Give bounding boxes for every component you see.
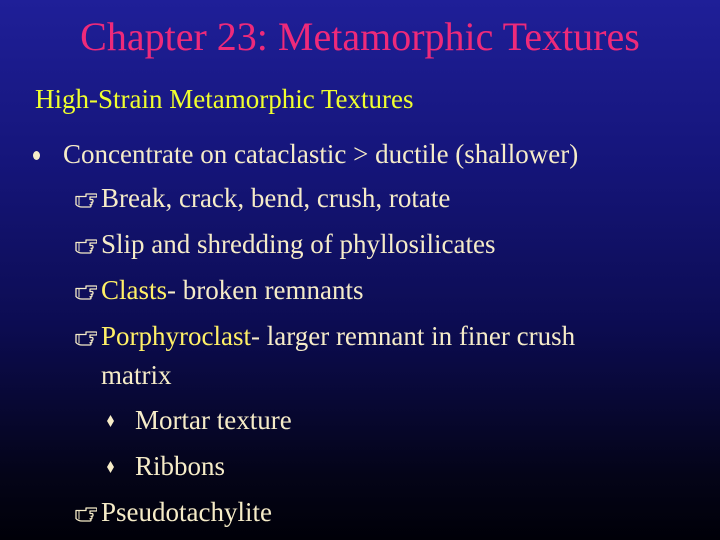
main-bullet-text: Concentrate on cataclastic > ductile (shallower) xyxy=(63,139,579,169)
pointing-hand-icon xyxy=(75,504,97,522)
list-item-continuation: matrix xyxy=(101,360,172,390)
bullet-dot-icon xyxy=(33,151,40,160)
list-item-text xyxy=(101,319,575,353)
diamond-bullet-icon xyxy=(107,415,114,427)
slide-subtitle: High-Strain Metamorphic Textures xyxy=(35,84,414,114)
term-porphyroclast: Porphyroclast xyxy=(101,321,251,351)
sublist-item-text: Mortar texture xyxy=(135,405,292,435)
slide-title: Chapter 23: Metamorphic Textures xyxy=(80,14,640,59)
list-item-text: Slip and shredding of phyllosilicates xyxy=(101,229,496,259)
list-item-text xyxy=(101,273,363,307)
pointing-hand-icon xyxy=(75,328,97,346)
diamond-bullet-icon xyxy=(107,461,114,473)
pointing-hand-icon xyxy=(75,282,97,300)
term-clasts: Clasts xyxy=(101,275,168,305)
definition: - broken remnants xyxy=(167,275,364,305)
definition: - larger remnant in finer crush xyxy=(250,321,576,351)
sublist-item-text: Ribbons xyxy=(135,451,226,481)
list-item-text: Break, crack, bend, crush, rotate xyxy=(101,183,451,213)
pointing-hand-icon xyxy=(75,236,97,254)
pointing-hand-icon xyxy=(75,190,97,208)
list-item-text: Pseudotachylite xyxy=(101,497,272,527)
